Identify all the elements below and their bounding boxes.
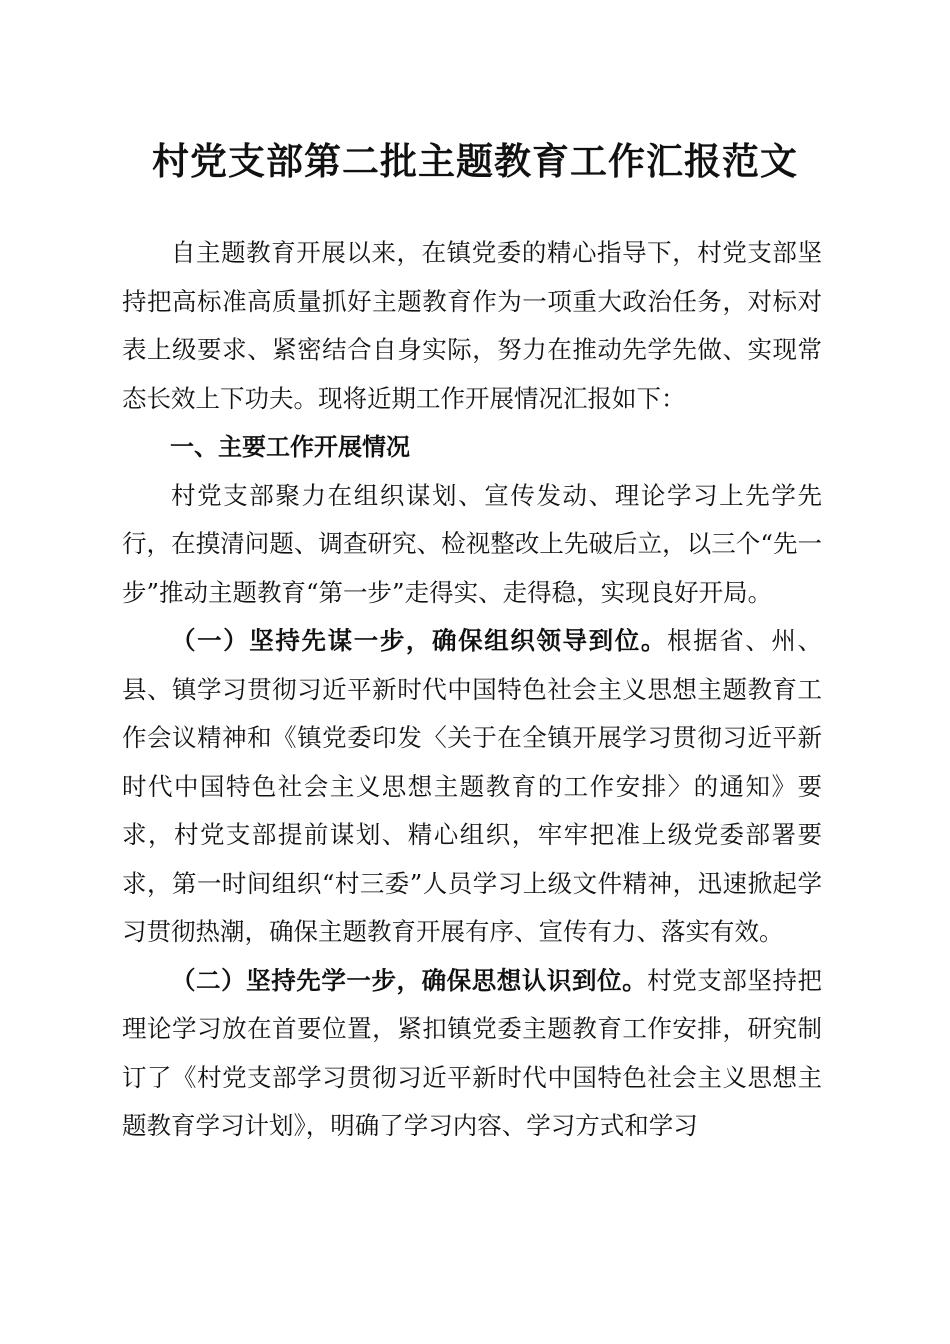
item-2-paragraph xyxy=(122,957,822,1151)
section-heading: 一、主要工作开展情况 xyxy=(170,433,410,461)
item-1-text: 根据省、州、县、镇学习贯彻习近平新时代中国特色社会主义思想主题教育工作会议精神和《镇党委印发〈关于在全镇开展学习贯彻习近平新时代中国特色社会主义思想主题教育的工作安排〉的通知》要求，村党支部提前谋划、精心组织，牢牢把准上级党委部署要求，第一时间组织“村三委”人员学习上级文件精神，迅速掀起学习贯彻热潮，确保主题教育开展有序、宣传有力、落实有效。 xyxy=(122,626,823,946)
document-body xyxy=(122,229,822,1151)
intro-paragraph: 自主题教育开展以来，在镇党委的精心指导下，村党支部坚持把高标准高质量抓好主题教育作为一项重大政治任务，对标对表上级要求、紧密结合自身实际，努力在推动先学先做、实现常态长效上下功夫。现将近期工作开展情况汇报如下： xyxy=(122,238,822,413)
item-2-lead: （二）坚持先学一步，确保思想认识到位。 xyxy=(171,965,648,995)
document-title: 村党支部第二批主题教育工作汇报范文 xyxy=(152,139,798,183)
item-1-lead: （一）坚持先谋一步，确保组织领导到位。 xyxy=(171,626,667,655)
item-2-text: 村党支部坚持把理论学习放在首要位置，紧扣镇党委主题教育工作安排，研究制订了《村党支部学习贯彻习近平新时代中国特色社会主义思想主题教育学习计划》，明确了学习内容、学习方式和学习 xyxy=(122,965,822,1140)
section-summary-paragraph: 村党支部聚力在组织谋划、宣传发动、理论学习上先学先行，在摸清问题、调查研究、检视整改上先破后立，以三个“先一步”推动主题教育“第一步”走得实、走得稳，实现良好开局。 xyxy=(122,480,822,607)
item-1-paragraph xyxy=(122,617,822,957)
